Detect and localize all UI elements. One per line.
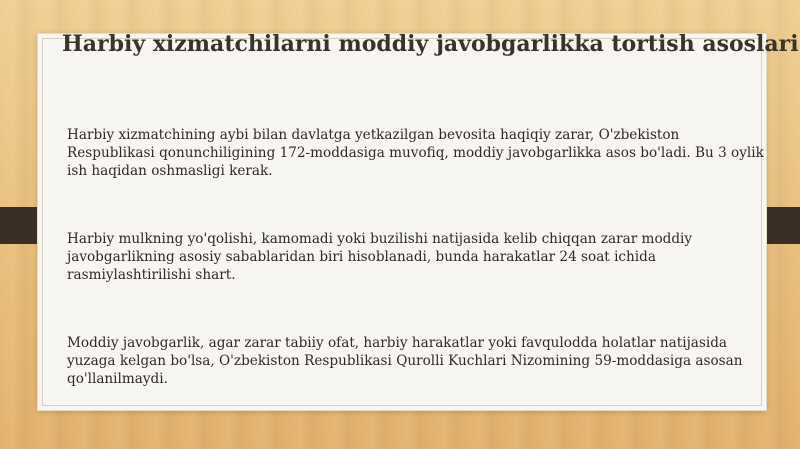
paragraph-property-loss: Harbiy mulkning yo'qolishi, kamomadi yoki buzilishi natijasida kelib chiqqan zarar moddiy javobgarlikning asosiy sabablaridan biri hisoblanadi, bunda harakatlar 24 soat ichida rasmiylashtirilishi shart. — [67, 231, 693, 283]
paragraph-exemptions: Moddiy javobgarlik, agar zarar tabiiy ofat, harbiy harakatlar yoki favqulodda holatlar natijasida yuzaga kelgan bo'lsa, O'zbekiston Respublikasi Qurolli Kuchlari Nizomining 59-moddasiga asosan qo'llanilmaydi. — [67, 335, 743, 387]
paragraph-damage-basis: Harbiy xizmatchining aybi bilan davlatga yetkazilgan bevosita haqiqiy zarar, O'zbekiston Respublikasi qonunchiligining 172-moddasiga muvofiq, moddiy javobgarlikka asos bo'ladi. Bu 3 oylik ish haqidan oshmasligi kerak. — [67, 127, 764, 179]
slide-title: Harbiy xizmatchilarni moddiy javobgarlikka tortish asoslari — [62, 31, 799, 57]
